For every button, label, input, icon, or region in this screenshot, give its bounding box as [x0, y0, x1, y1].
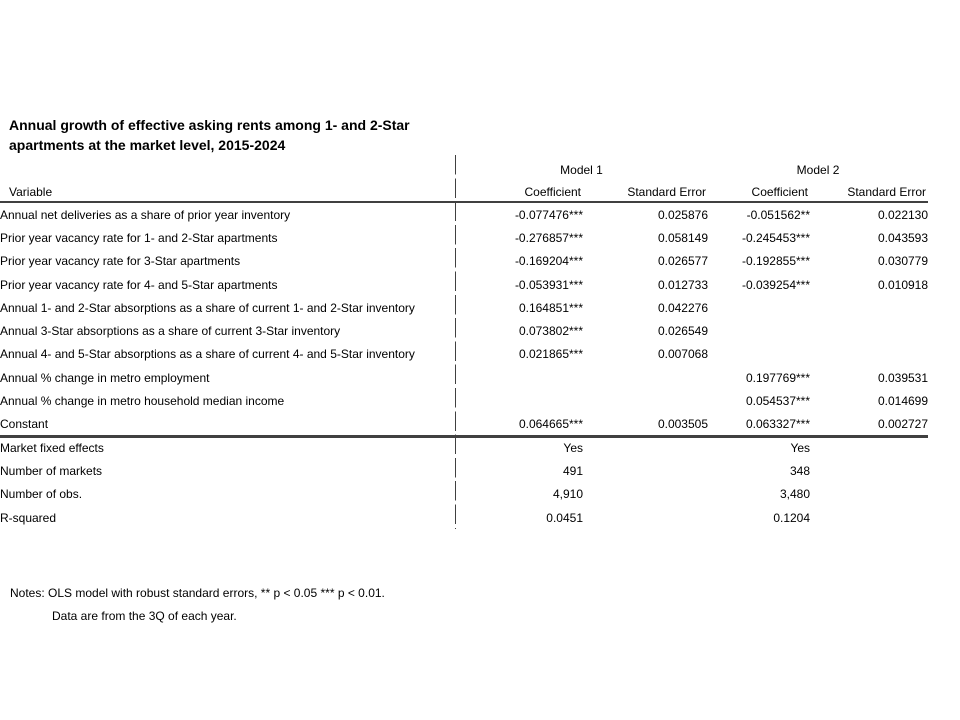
model1-coefficient-cell: 0.073802***	[518, 324, 583, 339]
model1-standard-error-cell: 0.026549	[657, 324, 709, 339]
model2-summary-spacer	[810, 506, 928, 529]
notes-line2: Data are from the 3Q of each year.	[52, 609, 237, 623]
model2-coefficient-cell: 0.197769***	[745, 370, 811, 385]
model1-header: Model 1	[560, 162, 603, 177]
model2-standard-error-cell: 0.022130	[877, 207, 929, 222]
model1-summary-cell: 0.0451	[546, 510, 583, 525]
model1-standard-error-cell: 0.025876	[657, 207, 709, 222]
model2-coefficient-cell: -0.039254***	[741, 277, 811, 292]
summary-label: Number of obs.	[0, 487, 83, 502]
model1-standard-error-cell: 0.007068	[657, 347, 709, 362]
table-row	[0, 413, 928, 436]
model1-summary-cell: 4,910	[552, 487, 583, 502]
model-header-spacer	[0, 155, 455, 180]
model1-standard-error-cell: 0.003505	[657, 417, 709, 432]
summary-row	[0, 459, 928, 482]
model1-standard-error-cell: 0.058149	[657, 230, 709, 245]
variable-label: Prior year vacancy rate for 4- and 5-Star apartments	[0, 277, 278, 292]
model1-standard-error-header: Standard Error	[627, 185, 707, 199]
model2-summary-spacer	[810, 436, 928, 459]
model1-standard-error-cell: 0.012733	[657, 277, 709, 292]
variable-column-header: Variable	[9, 185, 53, 199]
table-row	[0, 343, 928, 366]
model1-summary-spacer	[583, 436, 708, 459]
variable-label: Annual 4- and 5-Star absorptions as a share of current 4- and 5-Star inventory	[0, 347, 415, 362]
table-row	[0, 366, 928, 389]
summary-label: R-squared	[0, 510, 57, 525]
variable-label: Prior year vacancy rate for 1- and 2-Star apartments	[0, 230, 278, 245]
model1-coefficient-cell: -0.169204***	[514, 254, 583, 269]
variable-label: Annual % change in metro household median income	[0, 394, 285, 409]
model2-standard-error-cell: 0.002727	[877, 417, 929, 432]
model2-standard-error-cell	[810, 319, 928, 342]
model2-standard-error-cell: 0.010918	[877, 277, 929, 292]
model1-summary-spacer	[583, 483, 708, 506]
variable-label: Constant	[0, 417, 49, 432]
model2-coefficient-header: Coefficient	[751, 185, 809, 199]
column-header-row	[0, 180, 928, 203]
model1-summary-cell: Yes	[563, 440, 583, 455]
model1-coefficient-cell: -0.077476***	[514, 207, 583, 222]
model2-standard-error-cell	[810, 343, 928, 366]
model1-coefficient-cell: 0.164851***	[518, 300, 583, 315]
model2-coefficient-cell: -0.051562**	[746, 207, 811, 222]
model2-standard-error-cell: 0.030779	[877, 254, 929, 269]
model1-standard-error-cell	[583, 389, 708, 412]
variable-label: Annual net deliveries as a share of prior year inventory	[0, 207, 291, 222]
model2-coefficient-cell: -0.245453***	[741, 230, 811, 245]
model2-summary-cell: 3,480	[779, 487, 811, 502]
model1-summary-spacer	[583, 459, 708, 482]
model1-coefficient-cell: -0.053931***	[514, 277, 583, 292]
table-title-line2: apartments at the market level, 2015-2024	[9, 136, 286, 153]
model2-summary-spacer	[810, 483, 928, 506]
model2-coefficient-cell: -0.192855***	[741, 254, 811, 269]
summary-row	[0, 483, 928, 506]
table-row	[0, 203, 928, 226]
model1-coefficient-cell: 0.064665***	[518, 417, 583, 432]
table-row	[0, 226, 928, 249]
model2-coefficient-cell	[708, 296, 810, 319]
model2-standard-error-cell: 0.039531	[877, 370, 929, 385]
table-row	[0, 273, 928, 296]
summary-label: Market fixed effects	[0, 440, 104, 455]
model2-summary-cell: Yes	[790, 440, 811, 455]
model2-coefficient-cell: 0.063327***	[745, 417, 811, 432]
table-row	[0, 389, 928, 412]
variable-label: Annual % change in metro employment	[0, 370, 210, 385]
model2-standard-error-cell: 0.043593	[877, 230, 929, 245]
table-row	[0, 296, 928, 319]
model2-coefficient-cell	[708, 343, 810, 366]
model2-summary-cell: 0.1204	[773, 510, 811, 525]
table-title	[9, 116, 410, 155]
model1-standard-error-cell: 0.026577	[657, 254, 709, 269]
table-row	[0, 319, 928, 342]
regression-table	[0, 155, 928, 529]
model-header-row	[0, 155, 928, 180]
model2-header: Model 2	[796, 162, 840, 177]
model1-coefficient-header: Coefficient	[524, 185, 581, 199]
model1-summary-spacer	[583, 506, 708, 529]
variable-label: Annual 3-Star absorptions as a share of current 3-Star inventory	[0, 324, 341, 339]
model1-coefficient-cell: 0.021865***	[518, 347, 583, 362]
variable-label: Annual 1- and 2-Star absorptions as a share of current 1- and 2-Star inventory	[0, 300, 415, 315]
model2-standard-error-cell	[810, 296, 928, 319]
model2-standard-error-header: Standard Error	[847, 185, 927, 199]
summary-row	[0, 506, 928, 529]
notes	[10, 582, 385, 628]
model2-summary-spacer	[810, 459, 928, 482]
model1-coefficient-cell	[455, 366, 583, 389]
notes-line1: Notes: OLS model with robust standard errors, ** p < 0.05 *** p < 0.01.	[10, 586, 385, 600]
table-title-line1: Annual growth of effective asking rents among 1- and 2-Star	[9, 117, 410, 133]
model2-summary-cell: 348	[789, 463, 811, 478]
model1-coefficient-cell: -0.276857***	[514, 230, 583, 245]
model2-coefficient-cell: 0.054537***	[745, 394, 811, 409]
variable-label: Prior year vacancy rate for 3-Star apartments	[0, 254, 241, 269]
model1-coefficient-cell	[455, 389, 583, 412]
model2-standard-error-cell: 0.014699	[877, 394, 929, 409]
summary-row	[0, 436, 928, 459]
table-row	[0, 250, 928, 273]
model1-summary-cell: 491	[562, 463, 583, 478]
summary-label: Number of markets	[0, 463, 103, 478]
model2-coefficient-cell	[708, 319, 810, 342]
model1-standard-error-cell: 0.042276	[657, 300, 709, 315]
model1-standard-error-cell	[583, 366, 708, 389]
